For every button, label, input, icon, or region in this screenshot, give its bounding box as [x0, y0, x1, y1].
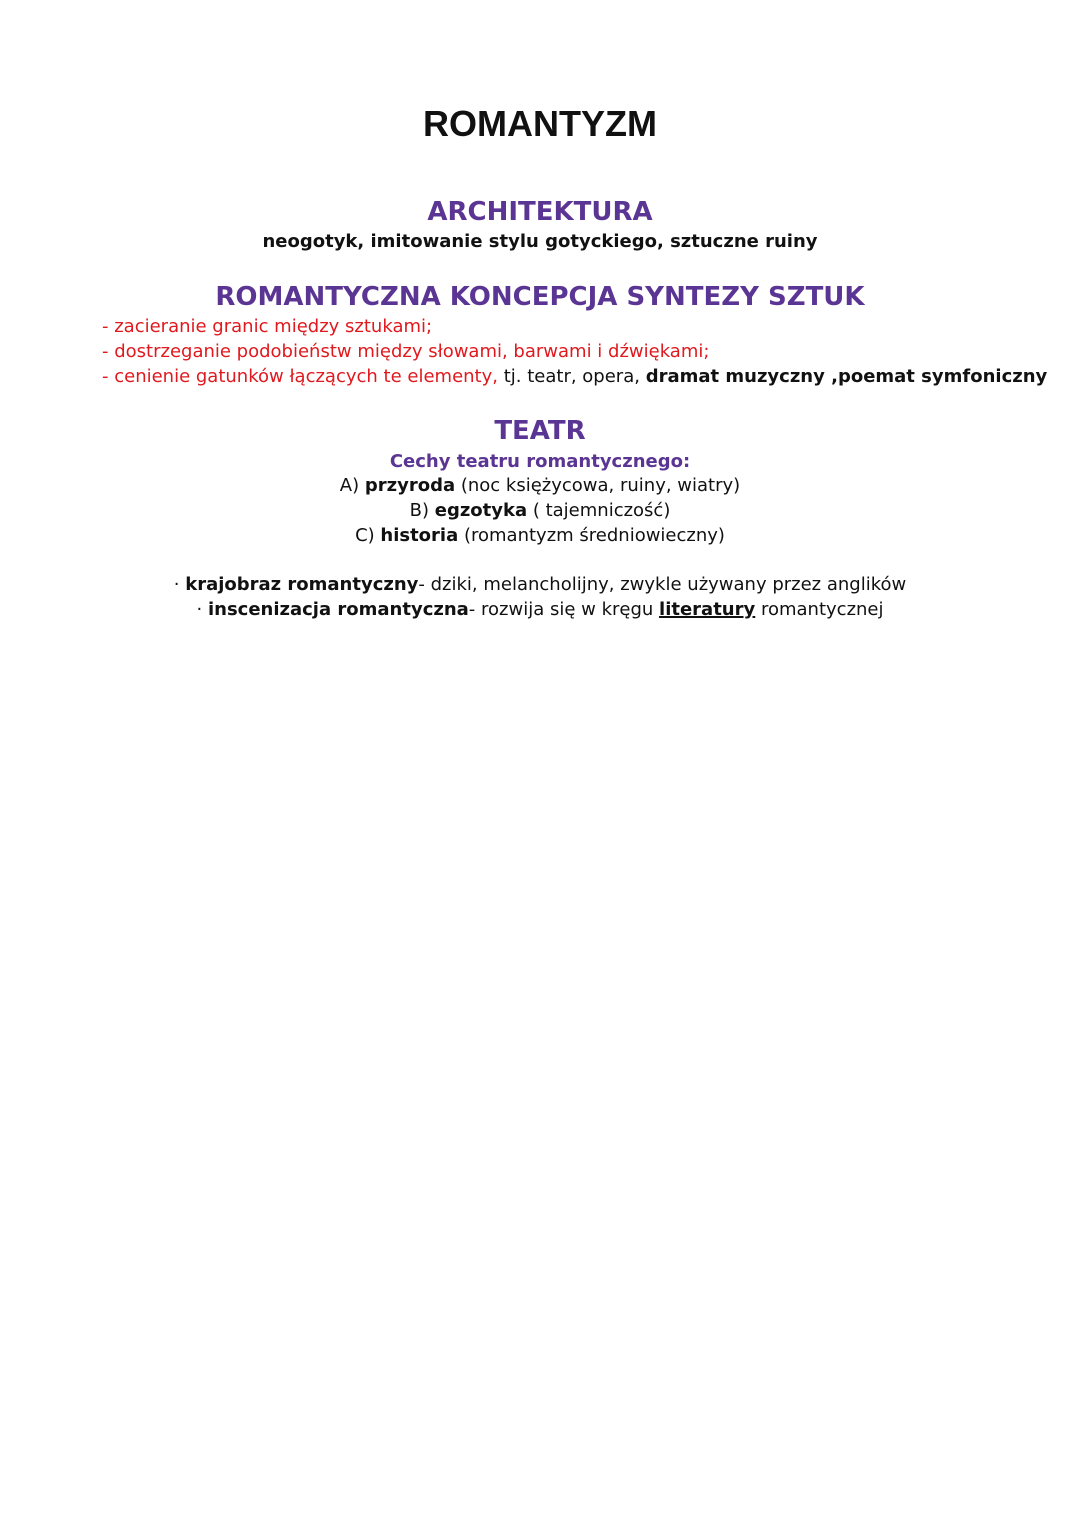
feature-prefix: A)	[339, 475, 365, 496]
synteza-item-1: - zacieranie granic między sztukami;	[102, 316, 433, 337]
synteza-item-2: - dostrzeganie podobieństw między słowami, barwami i dźwiękami;	[102, 341, 710, 362]
page-title: ROMANTYZM	[423, 103, 657, 144]
architektura-text: neogotyk, imitowanie stylu gotyckiego, sztuczne ruiny	[262, 231, 818, 252]
teatr-heading: TEATR	[494, 416, 586, 446]
feature-term: egzotyka	[434, 500, 528, 521]
feature-term: przyroda	[364, 475, 456, 496]
bullet-desc: - dziki, melancholijny, zwykle używany przez anglików	[418, 574, 907, 595]
synteza-item-3	[102, 366, 1047, 387]
feature-prefix: B)	[409, 500, 435, 521]
feature-desc: (noc księżycowa, ruiny, wiatry)	[455, 475, 741, 496]
feature-term: historia	[380, 525, 459, 546]
bullet-underlined: literatury	[659, 599, 756, 620]
teatr-bullet-inscenizacja	[0, 599, 1080, 620]
teatr-bullet-krajobraz	[0, 574, 1080, 595]
bullet-term: krajobraz romantyczny	[185, 574, 419, 595]
synteza-item-3-bold: dramat muzyczny ,poemat symfoniczny	[645, 366, 1048, 387]
feature-desc: (romantyzm średniowieczny)	[458, 525, 725, 546]
teatr-feature-c	[0, 525, 1080, 546]
synteza-item-3-plain: tj. teatr, opera,	[498, 366, 646, 387]
synteza-heading: ROMANTYCZNA KONCEPCJA SYNTEZY SZTUK	[215, 282, 865, 312]
synteza-item-3-red: - cenienie gatunków łączących te elementy,	[102, 366, 498, 387]
teatr-feature-a	[0, 475, 1080, 496]
bullet-tail: romantycznej	[755, 599, 884, 620]
teatr-feature-b	[0, 500, 1080, 521]
teatr-subheading: Cechy teatru romantycznego:	[389, 451, 691, 472]
bullet-dot: ·	[196, 599, 208, 620]
bullet-desc: - rozwija się w kręgu	[468, 599, 660, 620]
bullet-dot: ·	[173, 574, 186, 595]
feature-desc: ( tajemniczość)	[527, 500, 671, 521]
bullet-term: inscenizacja romantyczna	[207, 599, 469, 620]
feature-prefix: C)	[355, 525, 381, 546]
architektura-heading: ARCHITEKTURA	[427, 197, 653, 227]
